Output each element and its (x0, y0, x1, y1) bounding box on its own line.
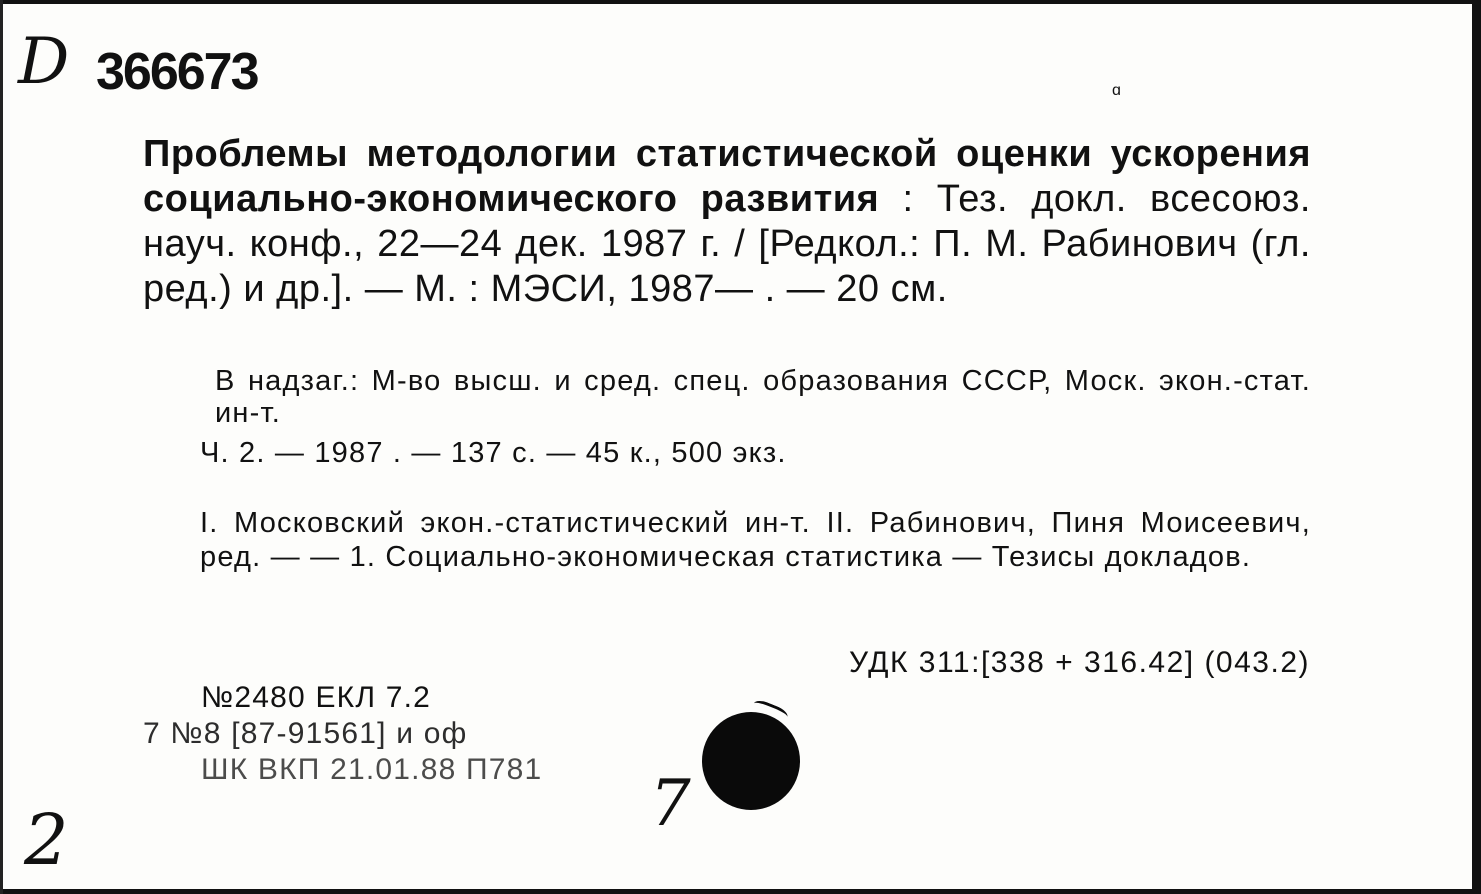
note-text: В надзаг.: М-во высш. и сред. спец. образования СССР, Моск. экон.-стат. ин-т. (215, 365, 1311, 429)
call-letter: D (18, 25, 70, 99)
punch-hole (702, 712, 800, 810)
title-statement: : Тез. докл. всесоюз. науч. конф., 22—24 дек. 1987 г. / [Редкол.: П. М. Рабинович (гл. ред.) и др.]. — М. : МЭСИ, 1987— . — 20 см. (143, 178, 1311, 310)
series-note (143, 365, 1311, 429)
title-entry (143, 132, 1311, 312)
registry-line-2: 7 №8 [87-91561] и оф (143, 717, 468, 750)
card-edge-bottom (0, 889, 1481, 894)
registry-block (143, 680, 542, 788)
registry-line-1: №2480 ЕКЛ 7.2 (201, 681, 432, 714)
call-number: 366673 (96, 43, 258, 101)
handwritten-numeral-7: 7 (650, 767, 691, 841)
registry-line-3: ШК ВКП 21.01.88 П781 (201, 753, 543, 786)
card-edge-right (1472, 0, 1481, 894)
title-proper: Проблемы методологии статистической оценки ускорения социально-экономического развития (143, 133, 1311, 220)
card-edge-top (0, 0, 1481, 4)
card-edge-left (0, 0, 3, 894)
udc-classification: УДК 311:[338 + 316.42] (043.2) (848, 646, 1310, 679)
collation: Ч. 2. — 1987 . — 137 с. — 45 к., 500 экз. (200, 437, 787, 469)
handwritten-numeral-2: 2 (24, 799, 69, 881)
corner-mark: ɑ (1112, 82, 1121, 99)
tracings (143, 506, 1311, 574)
tracings-text: I. Московский экон.-статистический ин-т. II. Рабинович, Пиня Моисеевич, ред. — — 1. Социально-экономическая статистика — Тезисы докладов. (200, 507, 1311, 573)
